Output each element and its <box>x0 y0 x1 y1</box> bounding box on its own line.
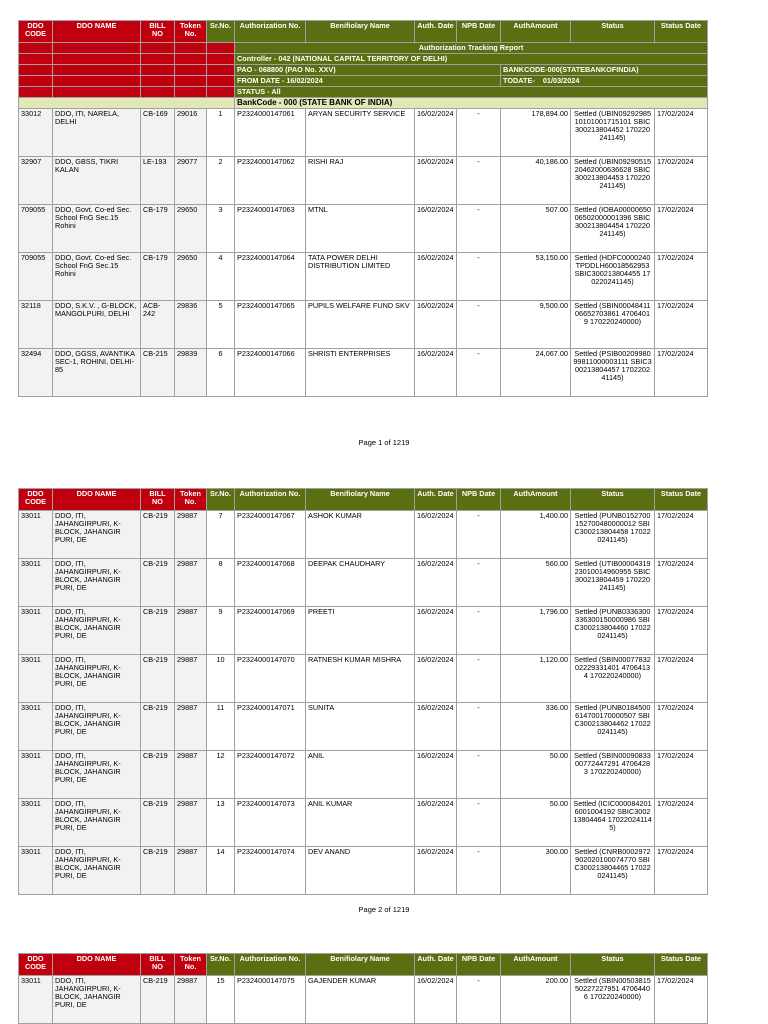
auth-amount-cell: 24,067.00 <box>501 349 571 397</box>
sr-no-cell: 5 <box>207 301 235 349</box>
bill-no-cell: CB-219 <box>141 655 175 703</box>
status-date-cell: 17/02/2024 <box>655 511 708 559</box>
column-header-ddo-name: DDO NAME <box>53 21 141 43</box>
report-header-block <box>19 43 708 109</box>
ddo-code-cell: 32118 <box>19 301 53 349</box>
auth-date-cell: 16/02/2024 <box>415 751 457 799</box>
npb-date-cell: - <box>457 559 501 607</box>
ddo-name-cell: DDO, ITI, JAHANGIRPURI, K-BLOCK, JAHANGIR PURI, DE <box>53 703 141 751</box>
status-date-cell: 17/02/2024 <box>655 847 708 895</box>
auth-amount-cell: 560.00 <box>501 559 571 607</box>
column-header-sr-no: Sr.No. <box>207 954 235 976</box>
bill-no-cell: CB-219 <box>141 511 175 559</box>
ddo-name-cell: DDO, ITI, NARELA, DELHI <box>53 109 141 157</box>
npb-date-cell: - <box>457 703 501 751</box>
table-row <box>19 205 708 253</box>
beneficiary-name-cell: DEV ANAND <box>306 847 415 895</box>
status-cell: Settled (PUNB0152700152700480000012 SBIC300213804458 170220241145) <box>571 511 655 559</box>
auth-date-cell: 16/02/2024 <box>415 253 457 301</box>
auth-date-cell: 16/02/2024 <box>415 157 457 205</box>
sr-no-cell: 4 <box>207 253 235 301</box>
sr-no-cell: 3 <box>207 205 235 253</box>
authorization-no-cell: P2324000147062 <box>235 157 306 205</box>
npb-date-cell: - <box>457 976 501 1024</box>
token-no-cell: 29887 <box>175 847 207 895</box>
report-page-2 <box>18 488 708 895</box>
status-cell: Settled (IOBA0000065006502000001396 SBIC300213804454 170220241145) <box>571 205 655 253</box>
status-cell: Settled (PUNB0336300336300150000986 SBIC300213804460 170220241145) <box>571 607 655 655</box>
sr-no-cell: 7 <box>207 511 235 559</box>
npb-date-cell: - <box>457 205 501 253</box>
status-date-cell: 17/02/2024 <box>655 703 708 751</box>
auth-amount-cell: 300.00 <box>501 847 571 895</box>
ddo-name-cell: DDO, ITI, JAHANGIRPURI, K-BLOCK, JAHANGIR PURI, DE <box>53 559 141 607</box>
auth-date-cell: 16/02/2024 <box>415 799 457 847</box>
authorization-no-cell: P2324000147071 <box>235 703 306 751</box>
column-header-auth-date: Auth. Date <box>415 21 457 43</box>
todate-label: TODATE- <box>503 76 535 85</box>
auth-date-cell: 16/02/2024 <box>415 109 457 157</box>
authorization-no-cell: P2324000147063 <box>235 205 306 253</box>
beneficiary-name-cell: RISHI RAJ <box>306 157 415 205</box>
ddo-name-cell: DDO, GBSS, TIKRI KALAN <box>53 157 141 205</box>
column-header-bill-no: BILL NO <box>141 21 175 43</box>
bill-no-cell: LE-193 <box>141 157 175 205</box>
column-header-ddo-name: DDO NAME <box>53 489 141 511</box>
auth-amount-cell: 200.00 <box>501 976 571 1024</box>
status-date-cell: 17/02/2024 <box>655 799 708 847</box>
beneficiary-name-cell: ANIL KUMAR <box>306 799 415 847</box>
auth-amount-cell: 53,150.00 <box>501 253 571 301</box>
table-row <box>19 109 708 157</box>
column-header-ddo-name: DDO NAME <box>53 954 141 976</box>
column-header-token-no: Token No. <box>175 489 207 511</box>
ddo-name-cell: DDO, ITI, JAHANGIRPURI, K-BLOCK, JAHANGIR PURI, DE <box>53 607 141 655</box>
ddo-name-cell: DDO, ITI, JAHANGIRPURI, K-BLOCK, JAHANGIR PURI, DE <box>53 655 141 703</box>
npb-date-cell: - <box>457 109 501 157</box>
authorization-no-cell: P2324000147061 <box>235 109 306 157</box>
table-row <box>19 751 708 799</box>
bill-no-cell: CB-215 <box>141 349 175 397</box>
ddo-code-cell: 33011 <box>19 976 53 1024</box>
beneficiary-name-cell: GAJENDER KUMAR <box>306 976 415 1024</box>
report-page-3 <box>18 953 708 1024</box>
ddo-name-cell: DDO, ITI, JAHANGIRPURI, K-BLOCK, JAHANGIR PURI, DE <box>53 976 141 1024</box>
npb-date-cell: - <box>457 349 501 397</box>
authorization-no-cell: P2324000147074 <box>235 847 306 895</box>
token-no-cell: 29887 <box>175 703 207 751</box>
token-no-cell: 29887 <box>175 511 207 559</box>
controller-line: Controller - 042 (NATIONAL CAPITAL TERRITORY OF DELHI) <box>235 54 708 65</box>
ddo-name-cell: DDO, ITI, JAHANGIRPURI, K-BLOCK, JAHANGIR PURI, DE <box>53 847 141 895</box>
column-header-status-date: Status Date <box>655 21 708 43</box>
status-line: STATUS - All <box>235 87 708 98</box>
ddo-name-cell: DDO, ITI, JAHANGIRPURI, K-BLOCK, JAHANGIR PURI, DE <box>53 799 141 847</box>
report-title: Authorization Tracking Report <box>235 43 708 54</box>
ddo-code-cell: 709055 <box>19 205 53 253</box>
npb-date-cell: - <box>457 301 501 349</box>
authorization-no-cell: P2324000147066 <box>235 349 306 397</box>
bill-no-cell: CB-179 <box>141 253 175 301</box>
table-row <box>19 607 708 655</box>
auth-date-cell: 16/02/2024 <box>415 847 457 895</box>
table-row <box>19 703 708 751</box>
todate-line <box>501 76 708 87</box>
bill-no-cell: CB-219 <box>141 799 175 847</box>
status-cell: Settled (SBIN0050381550227227951 47064406 170220240000) <box>571 976 655 1024</box>
auth-date-cell: 16/02/2024 <box>415 511 457 559</box>
column-header-status: Status <box>571 489 655 511</box>
auth-date-cell: 16/02/2024 <box>415 559 457 607</box>
status-date-cell: 17/02/2024 <box>655 607 708 655</box>
ddo-code-cell: 33011 <box>19 511 53 559</box>
column-header-token-no: Token No. <box>175 954 207 976</box>
column-header-auth-amount: AuthAmount <box>501 21 571 43</box>
table-row <box>19 976 708 1024</box>
ddo-code-cell: 32494 <box>19 349 53 397</box>
table-row <box>19 301 708 349</box>
table-row <box>19 157 708 205</box>
column-header-status-date: Status Date <box>655 954 708 976</box>
authorization-no-cell: P2324000147067 <box>235 511 306 559</box>
table-row <box>19 349 708 397</box>
ddo-code-cell: 33011 <box>19 655 53 703</box>
ddo-name-cell: DDO, S.K.V. , G-BLOCK, MANGOLPURI, DELHI <box>53 301 141 349</box>
column-header-status-date: Status Date <box>655 489 708 511</box>
authorization-no-cell: P2324000147065 <box>235 301 306 349</box>
bill-no-cell: CB-219 <box>141 847 175 895</box>
status-cell: Settled (SBIN0007783202229331401 47064134 170220240000) <box>571 655 655 703</box>
table-row <box>19 799 708 847</box>
authorization-no-cell: P2324000147070 <box>235 655 306 703</box>
column-header-sr-no: Sr.No. <box>207 21 235 43</box>
token-no-cell: 29016 <box>175 109 207 157</box>
status-cell: Settled (UBIN0929298510101001715101 SBIC300213804452 170220241145) <box>571 109 655 157</box>
bill-no-cell: CB-169 <box>141 109 175 157</box>
ddo-name-cell: DDO, ITI, JAHANGIRPURI, K-BLOCK, JAHANGIR PURI, DE <box>53 511 141 559</box>
ddo-code-cell: 33011 <box>19 751 53 799</box>
authorization-no-cell: P2324000147068 <box>235 559 306 607</box>
beneficiary-name-cell: ARYAN SECURITY SERVICE <box>306 109 415 157</box>
column-header-status: Status <box>571 21 655 43</box>
bank-line: BankCode - 000 (STATE BANK OF INDIA) <box>235 98 708 109</box>
auth-amount-cell: 9,500.00 <box>501 301 571 349</box>
status-date-cell: 17/02/2024 <box>655 205 708 253</box>
auth-amount-cell: 178,894.00 <box>501 109 571 157</box>
npb-date-cell: - <box>457 511 501 559</box>
npb-date-cell: - <box>457 751 501 799</box>
authorization-no-cell: P2324000147073 <box>235 799 306 847</box>
status-cell: Settled (SBIN0009083300772447291 47064283 170220240000) <box>571 751 655 799</box>
token-no-cell: 29887 <box>175 607 207 655</box>
column-header-auth-date: Auth. Date <box>415 489 457 511</box>
column-header-auth-date: Auth. Date <box>415 954 457 976</box>
column-header-beneficiary-name: Benifiolary Name <box>306 954 415 976</box>
sr-no-cell: 12 <box>207 751 235 799</box>
ddo-code-cell: 32907 <box>19 157 53 205</box>
column-header-authorization-no: Authorization No. <box>235 21 306 43</box>
status-date-cell: 17/02/2024 <box>655 559 708 607</box>
column-header-beneficiary-name: Benifiolary Name <box>306 21 415 43</box>
npb-date-cell: - <box>457 847 501 895</box>
page-number-1: Page 1 of 1219 <box>358 438 410 447</box>
ddo-code-cell: 33011 <box>19 847 53 895</box>
npb-date-cell: - <box>457 799 501 847</box>
sr-no-cell: 11 <box>207 703 235 751</box>
ddo-code-cell: 33011 <box>19 799 53 847</box>
auth-date-cell: 16/02/2024 <box>415 349 457 397</box>
sr-no-cell: 8 <box>207 559 235 607</box>
ddo-code-cell: 709055 <box>19 253 53 301</box>
status-cell: Settled (HDFC0000240TPDDLH60018562953 SBIC300213804455 170220241145) <box>571 253 655 301</box>
beneficiary-name-cell: DEEPAK CHAUDHARY <box>306 559 415 607</box>
status-cell: Settled (PUNB0184500614700170000507 SBIC300213804462 170220241145) <box>571 703 655 751</box>
authorization-no-cell: P2324000147069 <box>235 607 306 655</box>
auth-amount-cell: 507.00 <box>501 205 571 253</box>
npb-date-cell: - <box>457 157 501 205</box>
authorization-no-cell: P2324000147075 <box>235 976 306 1024</box>
status-cell: Settled (UTIB0000431923010014960955 SBIC300213804459 170220241145) <box>571 559 655 607</box>
sr-no-cell: 10 <box>207 655 235 703</box>
authorization-no-cell: P2324000147064 <box>235 253 306 301</box>
auth-date-cell: 16/02/2024 <box>415 655 457 703</box>
beneficiary-name-cell: RATNESH KUMAR MISHRA <box>306 655 415 703</box>
pao-line: PAO - 068800 (PAO No. XXV) <box>235 65 501 76</box>
ddo-code-cell: 33011 <box>19 607 53 655</box>
bill-no-cell: CB-219 <box>141 559 175 607</box>
status-date-cell: 17/02/2024 <box>655 349 708 397</box>
ddo-name-cell: DDO, Govt. Co-ed Sec. School FnG Sec.15 Rohini <box>53 205 141 253</box>
status-date-cell: 17/02/2024 <box>655 301 708 349</box>
table-row <box>19 559 708 607</box>
token-no-cell: 29887 <box>175 751 207 799</box>
token-no-cell: 29839 <box>175 349 207 397</box>
bill-no-cell: CB-219 <box>141 976 175 1024</box>
sr-no-cell: 14 <box>207 847 235 895</box>
auth-date-cell: 16/02/2024 <box>415 205 457 253</box>
column-header-npb-date: NPB Date <box>457 489 501 511</box>
beneficiary-name-cell: ANIL <box>306 751 415 799</box>
auth-date-cell: 16/02/2024 <box>415 301 457 349</box>
token-no-cell: 29650 <box>175 253 207 301</box>
column-header-bill-no: BILL NO <box>141 489 175 511</box>
table-row <box>19 847 708 895</box>
sr-no-cell: 6 <box>207 349 235 397</box>
table-row <box>19 655 708 703</box>
beneficiary-name-cell: SHRISTI ENTERPRISES <box>306 349 415 397</box>
beneficiary-name-cell: ASHOK KUMAR <box>306 511 415 559</box>
auth-amount-cell: 50.00 <box>501 799 571 847</box>
status-date-cell: 17/02/2024 <box>655 157 708 205</box>
column-header-authorization-no: Authorization No. <box>235 489 306 511</box>
auth-amount-cell: 336.00 <box>501 703 571 751</box>
auth-amount-cell: 40,186.00 <box>501 157 571 205</box>
beneficiary-name-cell: MTNL <box>306 205 415 253</box>
npb-date-cell: - <box>457 253 501 301</box>
bill-no-cell: CB-219 <box>141 607 175 655</box>
bill-no-cell: ACB-242 <box>141 301 175 349</box>
column-header-ddo-code: DDO CODE <box>19 489 53 511</box>
auth-date-cell: 16/02/2024 <box>415 607 457 655</box>
auth-amount-cell: 1,796.00 <box>501 607 571 655</box>
bankcode-line: BANKCODE-000(STATEBANKOFINDIA) <box>501 65 708 76</box>
bill-no-cell: CB-219 <box>141 703 175 751</box>
status-cell: Settled (ICIC0000842016001004192 SBIC300213804464 170220241145) <box>571 799 655 847</box>
token-no-cell: 29887 <box>175 655 207 703</box>
status-cell: Settled (CNRB0002972902020100074770 SBIC300213804465 170220241145) <box>571 847 655 895</box>
auth-date-cell: 16/02/2024 <box>415 703 457 751</box>
column-header-ddo-code: DDO CODE <box>19 21 53 43</box>
auth-amount-cell: 50.00 <box>501 751 571 799</box>
status-date-cell: 17/02/2024 <box>655 109 708 157</box>
status-cell: Settled (PSIB0020998099811000003111 SBIC300213804457 170220241145) <box>571 349 655 397</box>
ddo-name-cell: DDO, GGSS, AVANTIKA SEC-1, ROHINI, DELHI-85 <box>53 349 141 397</box>
column-header-auth-amount: AuthAmount <box>501 954 571 976</box>
column-header-bill-no: BILL NO <box>141 954 175 976</box>
beneficiary-name-cell: TATA POWER DELHI DISTRIBUTION LIMITED <box>306 253 415 301</box>
token-no-cell: 29650 <box>175 205 207 253</box>
sr-no-cell: 1 <box>207 109 235 157</box>
ddo-code-cell: 33011 <box>19 703 53 751</box>
sr-no-cell: 15 <box>207 976 235 1024</box>
report-page-1 <box>18 20 708 397</box>
table-row <box>19 253 708 301</box>
page-number-2: Page 2 of 1219 <box>358 905 410 914</box>
column-header-sr-no: Sr.No. <box>207 489 235 511</box>
ddo-code-cell: 33011 <box>19 559 53 607</box>
column-header-ddo-code: DDO CODE <box>19 954 53 976</box>
token-no-cell: 29887 <box>175 799 207 847</box>
status-date-cell: 17/02/2024 <box>655 655 708 703</box>
token-no-cell: 29887 <box>175 559 207 607</box>
token-no-cell: 29836 <box>175 301 207 349</box>
beneficiary-name-cell: SUNITA <box>306 703 415 751</box>
table-row <box>19 511 708 559</box>
status-cell: Settled (UBIN0929051520462000636628 SBIC300213804453 170220241145) <box>571 157 655 205</box>
column-header-auth-amount: AuthAmount <box>501 489 571 511</box>
token-no-cell: 29077 <box>175 157 207 205</box>
status-date-cell: 17/02/2024 <box>655 253 708 301</box>
status-date-cell: 17/02/2024 <box>655 976 708 1024</box>
column-header-status: Status <box>571 954 655 976</box>
ddo-code-cell: 33012 <box>19 109 53 157</box>
status-date-cell: 17/02/2024 <box>655 751 708 799</box>
todate-value: 01/03/2024 <box>542 76 580 85</box>
npb-date-cell: - <box>457 607 501 655</box>
bill-no-cell: CB-219 <box>141 751 175 799</box>
beneficiary-name-cell: PUPILS WELFARE FUND SKV <box>306 301 415 349</box>
ddo-name-cell: DDO, Govt. Co-ed Sec. School FnG Sec.15 Rohini <box>53 253 141 301</box>
sr-no-cell: 9 <box>207 607 235 655</box>
token-no-cell: 29887 <box>175 976 207 1024</box>
column-header-npb-date: NPB Date <box>457 954 501 976</box>
column-header-npb-date: NPB Date <box>457 21 501 43</box>
beneficiary-name-cell: PREETI <box>306 607 415 655</box>
authorization-no-cell: P2324000147072 <box>235 751 306 799</box>
auth-amount-cell: 1,120.00 <box>501 655 571 703</box>
auth-amount-cell: 1,400.00 <box>501 511 571 559</box>
column-header-token-no: Token No. <box>175 21 207 43</box>
bill-no-cell: CB-179 <box>141 205 175 253</box>
sr-no-cell: 13 <box>207 799 235 847</box>
column-header-beneficiary-name: Benifiolary Name <box>306 489 415 511</box>
sr-no-cell: 2 <box>207 157 235 205</box>
npb-date-cell: - <box>457 655 501 703</box>
status-cell: Settled (SBIN0004841106652703861 47064019 170220240000) <box>571 301 655 349</box>
column-header-authorization-no: Authorization No. <box>235 954 306 976</box>
from-date-line: FROM DATE - 16/02/2024 <box>235 76 501 87</box>
ddo-name-cell: DDO, ITI, JAHANGIRPURI, K-BLOCK, JAHANGIR PURI, DE <box>53 751 141 799</box>
auth-date-cell: 16/02/2024 <box>415 976 457 1024</box>
